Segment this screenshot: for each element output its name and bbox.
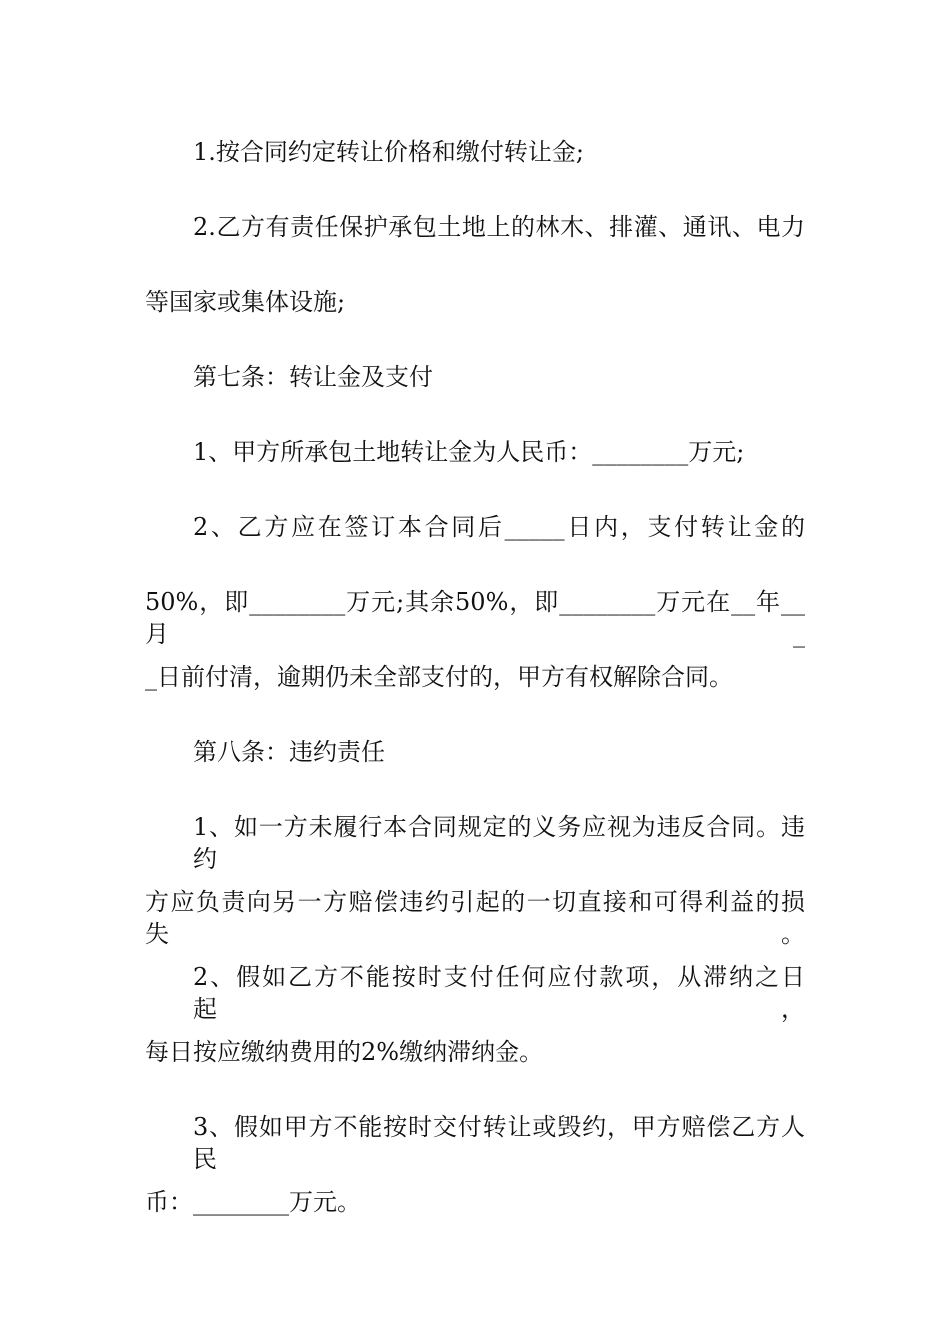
clause-line: 1.按合同约定转让价格和缴付转让金; (193, 138, 584, 166)
clause-line: 2.乙方有责任保护承包土地上的林木、排灌、通讯、电力 (193, 213, 805, 241)
clause-line: 1、如一方未履行本合同规定的义务应视为违反合同。违约 (193, 813, 805, 873)
clause-line: 2、乙方应在签订本合同后_____日内，支付转让金的 (193, 513, 805, 541)
clause-line: 50%，即________万元;其余50%，即________万元在__年__月_ (145, 588, 805, 648)
clause-line: _日前付清，逾期仍未全部支付的，甲方有权解除合同。 (145, 663, 733, 691)
article-heading: 第七条：转让金及支付 (193, 363, 433, 391)
clause-line: 等国家或集体设施; (145, 288, 346, 316)
article-heading: 第八条：违约责任 (193, 738, 385, 766)
clause-line: 每日按应缴纳费用的2%缴纳滞纳金。 (145, 1038, 544, 1066)
clause-line: 1、甲方所承包土地转让金为人民币：________万元; (193, 438, 745, 466)
clause-line: 3、假如甲方不能按时交付转让或毁约，甲方赔偿乙方人民 (193, 1113, 805, 1173)
clause-line: 方应负责向另一方赔偿违约引起的一切直接和可得利益的损失。 (145, 888, 805, 948)
clause-line: 2、假如乙方不能按时支付任何应付款项，从滞纳之日起， (193, 963, 805, 1023)
clause-line: 币：________万元。 (145, 1188, 361, 1216)
